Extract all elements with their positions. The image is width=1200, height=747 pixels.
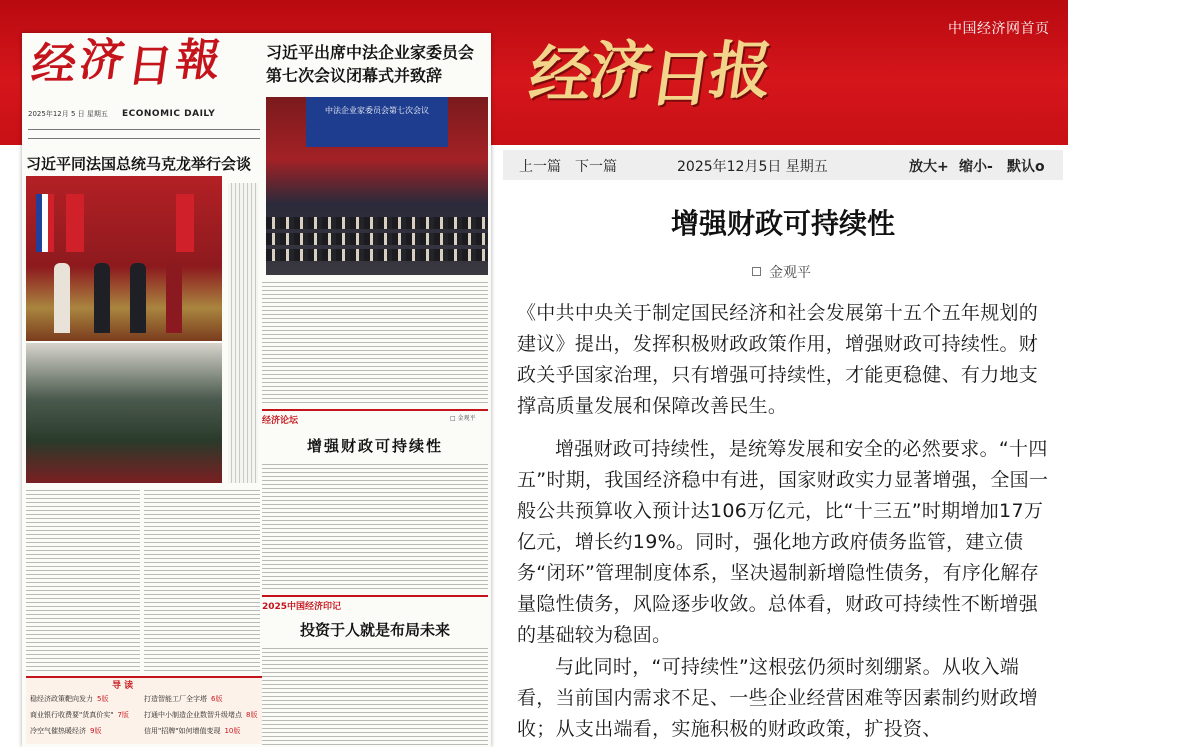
audience-row xyxy=(266,217,488,229)
feature-title: 投资于人就是布局未来 xyxy=(299,621,450,639)
paper-feature-block xyxy=(262,595,488,747)
feature-tag: 2025中国经济印记 xyxy=(262,602,342,612)
article-paragraph: 增强财政可持续性，是统筹发展和安全的必然要求。“十四五”时期，我国经济稳中有进，国家财政实力显著增强，全国一般公共预算收入预计达106万亿元，比“十三五”时期增加17万亿元，增长约19%。同时，强化地方政府债务监管，建立债务“闭环”管理制度体系，坚决遏制新增隐性债务，有序化解存量隐性债务，风险逐步收敛。总体看，财政可持续性不断增强的基础较为稳固。 xyxy=(517,438,1049,646)
article-paragraph: 与此同时，“可持续性”这根弦仍须时刻绷紧。从收入端看，当前国内需求不足、一些企业经营困难等因素制约财政增收；从支出端看，实施积极的财政政策，扩投资、 xyxy=(517,656,1039,740)
paper-main-photo xyxy=(266,97,488,275)
paper-photo-leaders xyxy=(26,176,222,341)
guide-item: 稳经济政策靶向发力 5版 xyxy=(30,695,109,703)
opinion-text xyxy=(262,461,488,591)
article-toolbar xyxy=(503,150,1063,180)
masthead-char: 日 xyxy=(124,41,176,92)
guide-title: 导 读 xyxy=(112,681,134,691)
guide-item: 打通中小制造企业数智升级堵点 8版 xyxy=(144,711,258,719)
paper-opinion-block xyxy=(262,409,488,593)
zoom-out-button[interactable]: 缩小- xyxy=(959,159,993,175)
home-link[interactable]: 中国经济网首页 xyxy=(948,21,1050,37)
guide-item: 信用"招牌"如何增值变现 10版 xyxy=(144,727,241,735)
issue-date: 2025年12月5日 星期五 xyxy=(677,159,828,175)
paper-photo-ceremony xyxy=(26,343,222,483)
paper-masthead xyxy=(28,35,242,103)
photo-banner: 中法企业家委员会第七次会议 xyxy=(306,97,448,147)
flag-france xyxy=(36,194,54,252)
person xyxy=(166,263,182,333)
article-paragraph: 《中共中央关于制定国民经济和社会发展第十五个五年规划的建议》提出，发挥积极财政政策作用，增强财政可持续性。财政关乎国家治理，只有增强可持续性，才能更稳健、有力地支撑高质量发展和保障改善民生。 xyxy=(517,302,1039,417)
zoom-in-button[interactable]: 放大+ xyxy=(909,159,949,175)
audience-row xyxy=(266,233,488,245)
paper-text-column xyxy=(144,487,260,673)
article-byline xyxy=(752,262,811,282)
person xyxy=(54,263,70,333)
opinion-tag: 经济论坛 xyxy=(262,416,299,426)
guide-item: 冷空气催热暖经济 9版 xyxy=(30,727,102,735)
header-corner xyxy=(1068,0,1200,145)
newspaper-page-image[interactable] xyxy=(22,33,491,747)
guide-item: 打造智能工厂全字塔 6版 xyxy=(144,695,223,703)
article-title: 增强财政可持续性 xyxy=(670,207,895,240)
flag-china xyxy=(66,194,84,252)
masthead-char: 報 xyxy=(172,35,224,86)
zoom-reset-button[interactable]: 默认o xyxy=(1007,159,1045,175)
next-article-link[interactable]: 下一篇 xyxy=(575,159,617,175)
logo-char: 日 xyxy=(644,42,718,115)
logo-char: 济 xyxy=(584,34,658,107)
masthead-char: 经 xyxy=(28,39,80,90)
masthead-char: 济 xyxy=(76,35,128,86)
paper-english-name: ECONOMIC DAILY xyxy=(122,109,216,119)
site-logo xyxy=(524,30,778,120)
feature-text xyxy=(262,645,488,745)
logo-char: 经 xyxy=(524,38,598,111)
person xyxy=(94,263,110,333)
flag-china xyxy=(176,194,194,252)
paper-lead-headline: 习近平出席中法企业家委员会第七次会议闭幕式并致辞 xyxy=(266,43,475,85)
opinion-title: 增强财政可持续性 xyxy=(306,437,443,455)
paper-second-headline: 习近平同法国总统马克龙举行会谈 xyxy=(26,155,252,173)
logo-char: 报 xyxy=(704,34,778,107)
author-name: 金观平 xyxy=(769,265,811,281)
paper-dateline: 2025年12月 5 日 星期五 xyxy=(28,110,108,118)
guide-item: 商业银行收费要"货真价实" 7版 xyxy=(30,711,129,719)
opinion-author: □ 金观平 xyxy=(450,415,476,422)
paper-text-column xyxy=(26,487,140,673)
paper-photo-caption xyxy=(228,183,258,483)
paper-guide-box xyxy=(26,676,262,744)
paper-text-column xyxy=(262,279,488,405)
byline-square-icon xyxy=(752,267,761,276)
prev-article-link[interactable]: 上一篇 xyxy=(519,159,561,175)
person xyxy=(130,263,146,333)
audience-row xyxy=(266,249,488,261)
paper-infobar xyxy=(28,129,260,139)
